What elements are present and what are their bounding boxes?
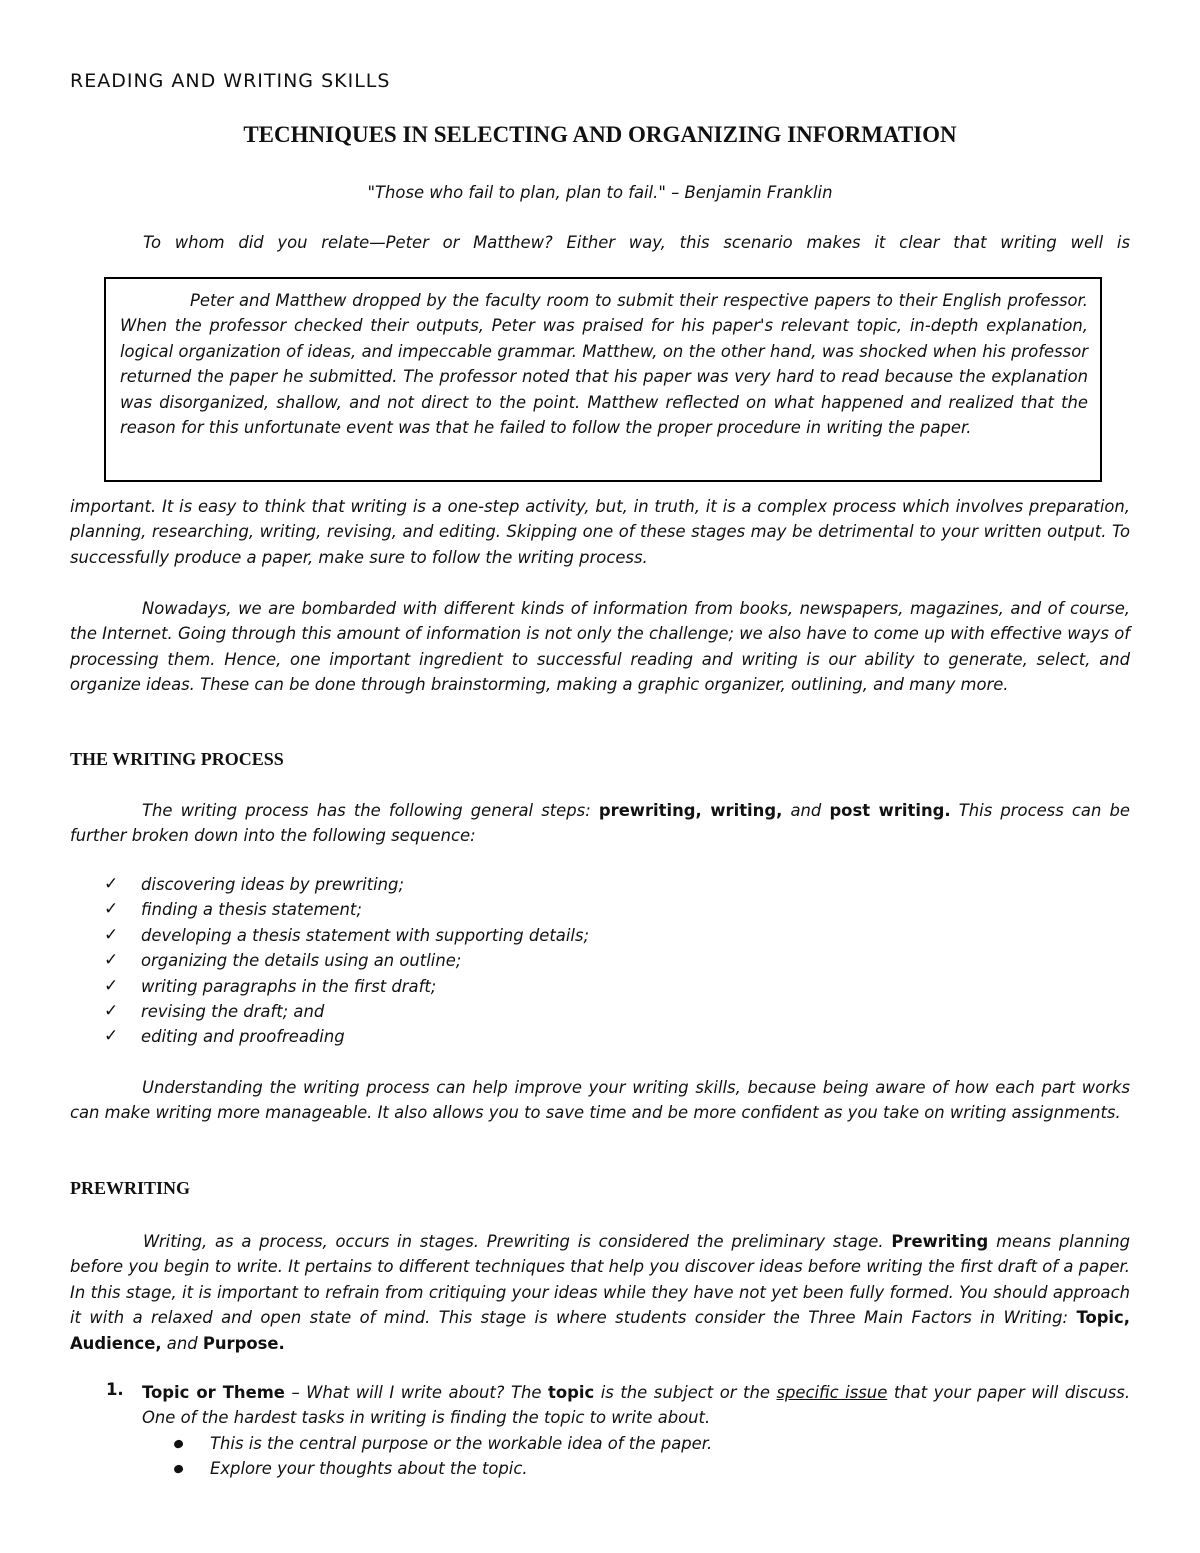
checkmark-icon: ✓: [104, 950, 119, 971]
topic-bullet-list: [172, 1431, 712, 1482]
scenario-box: [104, 277, 1102, 482]
list-number: 1.: [106, 1380, 124, 1399]
list-item: ✓ editing and proofreading: [104, 1024, 589, 1049]
item-title: Topic or Theme: [142, 1383, 285, 1402]
bullet-icon: [173, 1439, 184, 1450]
factor-topic: Topic,: [1076, 1308, 1130, 1328]
writing-process-intro: The writing process has the following general steps: prewriting, writing, and post writing. This process can be further broken down into the following sequence:: [70, 801, 1130, 846]
list-item: ✓ revising the draft; and: [104, 999, 589, 1024]
list-item: ✓ developing a thesis statement with supporting details;: [104, 923, 589, 948]
checkmark-icon: ✓: [104, 924, 119, 945]
general-steps-term-1: prewriting, writing,: [598, 801, 783, 820]
prewriting-heading: PREWRITING: [70, 1178, 191, 1198]
page-title: TECHNIQUES IN SELECTING AND ORGANIZING INFORMATION: [243, 122, 957, 147]
specific-issue-underlined: specific issue: [776, 1383, 888, 1402]
list-item: Explore your thoughts about the topic.: [172, 1456, 712, 1481]
factor-audience: Audience,: [70, 1333, 162, 1353]
list-item: ✓ writing paragraphs in the first draft;: [104, 974, 589, 999]
writing-sequence-list: [104, 872, 589, 1050]
information-paragraph: Nowadays, we are bombarded with different kinds of information from books, newspapers, magazines, and of course, the Internet. Going through this amount of information is not only the challenge; we also have to come up with effective ways of processing them. Hence, one important ingredient to successful reading and writing is our ability to generate, select, and organize ideas. These can be done through brainstorming, making a graphic organizer, outlining, and many more.: [70, 599, 1130, 695]
prewriting-paragraph: Writing, as a process, occurs in stages. Prewriting is considered the preliminary stage. Prewriting means planning before you begin to write. It pertains to different techniques that help you discover ideas before writing the first draft of a paper. In this stage, it is important to refrain from critiquing your ideas while they have not yet been fully formed. You should approach it with a relaxed and open state of mind. This stage is where students consider the Three Main Factors in Writing: Topic, Audience, and Purpose.: [70, 1232, 1131, 1353]
bullet-icon: [173, 1464, 184, 1475]
checkmark-icon: ✓: [104, 874, 119, 894]
list-item: ✓ organizing the details using an outline;: [104, 948, 589, 973]
intro-continuation-paragraph: important. It is easy to think that writing is a one-step activity, but, in truth, it is a complex process which involves preparation, planning, researching, writing, revising, and editing. Skipping one of these stages may be detrimental to your written output. To successfully produce a paper, make sure to follow the writing process.: [70, 497, 1130, 567]
running-header: READING AND WRITING SKILLS: [70, 70, 391, 92]
topic-term: topic: [548, 1383, 595, 1402]
list-item: ✓ finding a thesis statement;: [104, 897, 589, 922]
checkmark-icon: ✓: [104, 975, 119, 996]
general-steps-term-2: post writing.: [829, 801, 951, 820]
checkmark-icon: ✓: [104, 1026, 119, 1047]
scenario-text: Peter and Matthew dropped by the faculty room to submit their respective papers to their English professor. When the professor checked their outputs, Peter was praised for his paper's relevant topic, in-depth explanation, logical organization of ideas, and impeccable grammar. Matthew, on the other hand, was shocked when his professor returned the paper he submitted. The professor noted that his paper was very hard to read because the explanation was disorganized, shallow, and not direct to the point. Matthew reflected on what happened and realized that the reason for this unfortunate event was that he failed to follow the proper procedure in writing the paper.: [120, 291, 1088, 438]
factor-purpose: Purpose.: [202, 1333, 285, 1353]
epigraph-quote: "Those who fail to plan, plan to fail." – Benjamin Franklin: [367, 183, 833, 202]
intro-lead-line: To whom did you relate—Peter or Matthew? Either way, this scenario makes it clear that writing well is: [143, 233, 1130, 252]
list-item: This is the central purpose or the workable idea of the paper.: [172, 1431, 712, 1456]
prewriting-term: Prewriting: [891, 1232, 989, 1251]
checkmark-icon: ✓: [104, 899, 119, 920]
writing-process-closing: Understanding the writing process can help improve your writing skills, because being aware of how each part works can make writing more manageable. It also allows you to save time and be more confident as you take on writing assignments.: [70, 1078, 1130, 1123]
list-item: ✓ discovering ideas by prewriting;: [104, 872, 589, 897]
checkmark-icon: ✓: [104, 1000, 119, 1021]
writing-process-heading: THE WRITING PROCESS: [70, 749, 284, 769]
topic-or-theme-item: Topic or Theme – What will I write about? The topic is the subject or the specific issue that your paper will discuss. One of the hardest tasks in writing is finding the topic to write about.: [142, 1383, 1131, 1428]
